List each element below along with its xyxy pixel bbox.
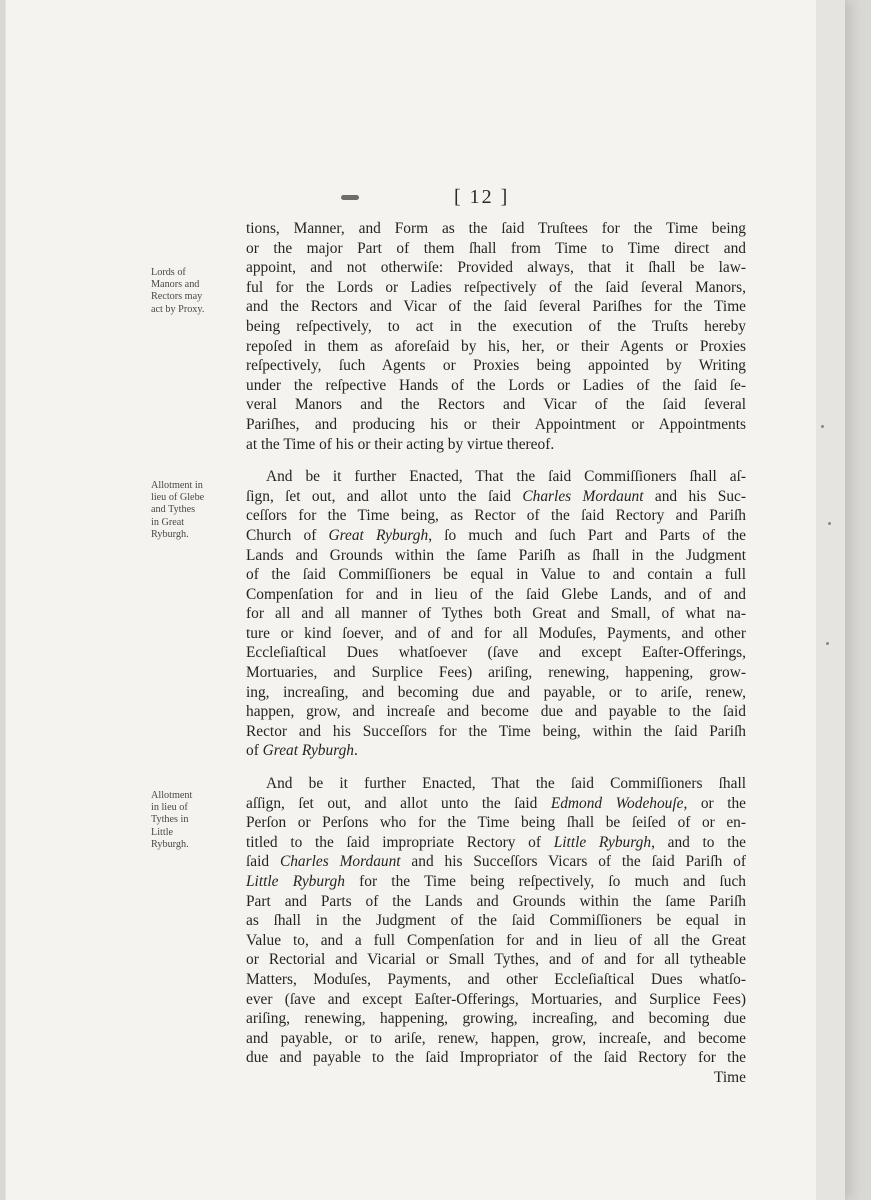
margin-note-line: in lieu of [151,802,188,814]
text-line: ariſing, renewing, happening, growing, increaſing, and becoming due [246,1010,746,1028]
text-line: Part and Parts of the Lands and Grounds within the ſame Pariſh [246,892,746,910]
margin-note-line: Rectors may [151,291,203,303]
text-line: and the Rectors and Vicar of the ſaid ſeveral Pariſhes for the Time [246,298,746,316]
margin-note-little-ryburgh [151,790,249,851]
text-line: tions, Manner, and Form as the ſaid Truſtees for the Time being [246,220,746,237]
text-line: titled to the ſaid impropriate Rectory of Little Ryburgh, and to the [246,833,746,851]
text-line: And be it further Enacted, That the ſaid Commiſſioners ſhall [266,775,746,793]
text-line: or the major Part of them ſhall from Time to Time direct and [246,239,746,257]
text-line: at the Time of his or their acting by virtue thereof. [246,435,555,453]
text-line: and payable, or to ariſe, renew, happen, grow, increaſe, and become [246,1029,746,1047]
text-line: And be it further Enacted, That the ſaid Commiſſioners ſhall aſ- [266,468,746,486]
text-line: Church of Great Ryburgh, ſo much and ſuch Part and Parts of the [246,526,747,544]
text-line: Rector and his Succeſſors for the Time being, within the ſaid Pariſh [246,722,746,740]
text-line: reſpectively, ſuch Agents or Proxies being appointed by Writing [246,357,746,375]
text-line: Eccleſiaſtical Dues whatſoever (ſave and except Eaſter-Offerings, [246,644,746,662]
document-page [6,0,844,1200]
margin-note-line: and Tythes [151,504,196,516]
text-line: Value to, and a full Compenſation for and in lieu of all the Great [246,931,746,949]
ink-mark [341,195,359,200]
margin-note-line: in Great [151,516,185,528]
margin-note-proxy [151,267,249,316]
text-line: of Great Ryburgh. [246,742,358,760]
text-line: due and payable to the ſaid Impropriator of the ſaid Rectory for the [246,1049,746,1067]
text-line: for all and all manner of Tythes both Great and Small, of what na- [246,605,746,623]
margin-note-line: Ryburgh. [151,838,189,850]
margin-note-line: Allotment [151,790,193,801]
text-line: ſign, ſet out, and allot unto the ſaid Charles Mordaunt and his Suc- [246,487,746,505]
text-line: being reſpectively, to act in the execution of the Truſts hereby [246,317,746,335]
text-line: ever (ſave and except Eaſter-Offerings, Mortuaries, and Surplice Fees) [246,990,746,1008]
margin-note-line: Manors and [151,279,200,291]
text-line: aſſign, ſet out, and allot unto the ſaid Edmond Wodehouſe, or the [246,794,747,812]
text-line: or Rectorial and Vicarial or Small Tythes, and of and for all tytheable [246,951,746,969]
margin-note-line: act by Proxy. [151,303,205,315]
margin-note-line: lieu of Glebe [151,492,205,504]
text-line: Matters, Moduſes, Payments, and other Eccleſiaſtical Dues whatſo- [246,970,746,988]
text-line: Perſon or Perſons who for the Time being ſhall be ſeiſed of or en- [246,814,746,832]
paragraph-great-ryburgh [246,467,746,761]
paper-speck [826,642,829,645]
body-text [246,219,746,1088]
text-line: happen, grow, and increaſe and become due and payable to the ſaid [246,703,746,721]
text-line: Compenſation for and in lieu of the ſaid Glebe Lands, and of and [246,585,746,603]
margin-note-line: Little [151,826,174,838]
paper-speck [821,425,824,428]
text-line: ture or kind ſoever, and of and for all Moduſes, Payments, and other [246,624,746,642]
text-line: appoint, and not otherwiſe: Provided always, that it ſhall be law- [246,259,746,277]
text-line: Pariſhes, and producing his or their Appointment or Appointments [246,415,746,433]
text-line: Little Ryburgh for the Time being reſpectively, ſo much and ſuch [246,873,746,890]
text-line: ceſſors for the Time being, as Rector of the ſaid Rectory and Pariſh [246,507,746,525]
text-line: ing, increaſing, and becoming due and payable, or to ariſe, renew, [246,683,746,701]
text-line: Mortuaries, and Surplice Fees) ariſing, renewing, happening, grow- [246,664,746,682]
paragraph-little-ryburgh [246,774,746,1088]
text-line: repoſed in them as aforeſaid by his, her, or their Agents or Proxies [246,337,746,355]
text-line: as ſhall in the Judgment of the ſaid Commiſſioners be equal in [246,912,746,930]
text-line: Lands and Grounds within the ſame Pariſh as ſhall in the Judgment [246,546,746,564]
margin-note-line: Lords of [151,267,186,278]
margin-note-line: Allotment in [151,480,203,491]
page-edge [816,0,844,1200]
margin-note-glebe [151,480,249,541]
text-line: under the reſpective Hands of the Lords or Ladies of the ſaid ſe- [246,376,746,394]
page-number: [ 12 ] [454,186,510,208]
margin-note-line: Tythes in [151,814,189,826]
paper-speck [828,522,831,525]
text-line: ful for the Lords or Ladies reſpectively of the ſaid ſeveral Manors, [246,278,746,296]
paragraph-proxies [246,219,746,454]
text-line: of the ſaid Commiſſioners be equal in Value to and contain a full [246,566,746,584]
catchword: Time [714,1068,746,1086]
text-line: ſaid Charles Mordaunt and his Succeſſors Vicars of the ſaid Pariſh of [246,853,746,871]
text-line: veral Manors and the Rectors and Vicar of the ſaid ſeveral [246,396,746,414]
margin-note-line: Ryburgh. [151,528,189,540]
